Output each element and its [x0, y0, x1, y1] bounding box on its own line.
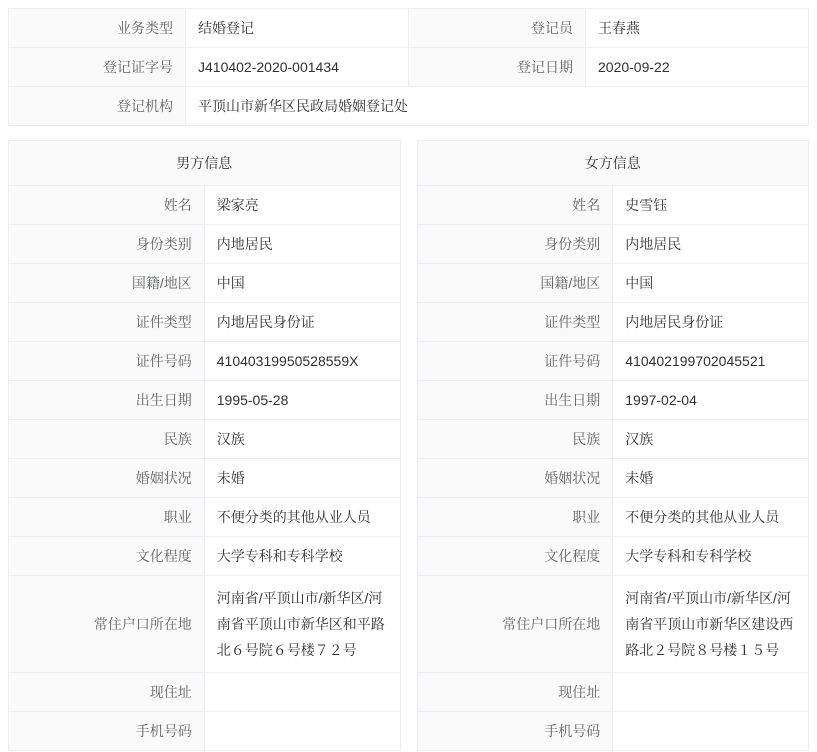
field-value-female-current-address	[613, 673, 809, 712]
field-label-registration-date: 登记日期	[409, 48, 586, 87]
table-row	[9, 225, 401, 264]
male-info-table	[8, 140, 401, 751]
field-value-male-household-address: 河南省/平顶山市/新华区/河南省平顶山市新华区和平路北６号院６号楼７２号	[204, 576, 400, 673]
table-row	[417, 459, 809, 498]
field-value-male-marital-status: 未婚	[204, 459, 400, 498]
table-row	[417, 264, 809, 303]
field-label-female-ethnicity: 民族	[417, 420, 613, 459]
field-value-female-phone	[613, 712, 809, 751]
field-label-female-phone: 手机号码	[417, 712, 613, 751]
table-row	[9, 9, 809, 48]
registration-summary-table	[8, 8, 809, 126]
table-row	[417, 498, 809, 537]
field-label-male-current-address: 现住址	[9, 673, 205, 712]
field-value-female-id-number: 410402199702045521	[613, 342, 809, 381]
field-value-female-occupation: 不便分类的其他从业人员	[613, 498, 809, 537]
field-value-female-nationality: 中国	[613, 264, 809, 303]
field-label-registration-office: 登记机构	[9, 87, 186, 126]
field-label-male-identity-category: 身份类别	[9, 225, 205, 264]
table-row	[417, 381, 809, 420]
table-row	[9, 342, 401, 381]
female-info-column	[417, 140, 810, 751]
field-label-female-id-type: 证件类型	[417, 303, 613, 342]
field-value-registrar: 王春燕	[586, 9, 809, 48]
field-value-male-name: 梁家亮	[204, 186, 400, 225]
table-row	[9, 141, 401, 186]
table-row	[9, 420, 401, 459]
field-value-male-education: 大学专科和专科学校	[204, 537, 400, 576]
field-label-male-marital-status: 婚姻状况	[9, 459, 205, 498]
field-label-male-household-address: 常住户口所在地	[9, 576, 205, 673]
field-label-female-id-number: 证件号码	[417, 342, 613, 381]
field-value-female-education: 大学专科和专科学校	[613, 537, 809, 576]
field-label-female-education: 文化程度	[417, 537, 613, 576]
field-value-male-phone	[204, 712, 400, 751]
field-label-male-nationality: 国籍/地区	[9, 264, 205, 303]
field-value-male-occupation: 不便分类的其他从业人员	[204, 498, 400, 537]
table-row	[9, 381, 401, 420]
table-row	[417, 673, 809, 712]
field-value-male-id-number: 41040319950528559X	[204, 342, 400, 381]
male-info-column	[8, 140, 401, 751]
table-row	[9, 87, 809, 126]
table-row	[9, 712, 401, 751]
field-value-female-name: 史雪钰	[613, 186, 809, 225]
field-label-female-current-address: 现住址	[417, 673, 613, 712]
table-row	[417, 712, 809, 751]
male-info-title: 男方信息	[9, 141, 401, 186]
female-info-title: 女方信息	[417, 141, 809, 186]
table-row	[9, 673, 401, 712]
field-label-female-nationality: 国籍/地区	[417, 264, 613, 303]
field-value-certificate-number: J410402-2020-001434	[186, 48, 409, 87]
table-row	[417, 576, 809, 673]
field-label-female-name: 姓名	[417, 186, 613, 225]
field-label-female-birth-date: 出生日期	[417, 381, 613, 420]
field-value-female-id-type: 内地居民身份证	[613, 303, 809, 342]
field-value-female-household-address: 河南省/平顶山市/新华区/河南省平顶山市新华区建设西路北２号院８号楼１５号	[613, 576, 809, 673]
field-label-business-type: 业务类型	[9, 9, 186, 48]
field-label-male-phone: 手机号码	[9, 712, 205, 751]
female-info-table	[417, 140, 810, 751]
field-label-male-birth-date: 出生日期	[9, 381, 205, 420]
field-label-male-ethnicity: 民族	[9, 420, 205, 459]
field-label-female-occupation: 职业	[417, 498, 613, 537]
field-label-male-education: 文化程度	[9, 537, 205, 576]
table-row	[9, 537, 401, 576]
field-value-male-id-type: 内地居民身份证	[204, 303, 400, 342]
table-row	[417, 186, 809, 225]
field-label-male-occupation: 职业	[9, 498, 205, 537]
field-label-certificate-number: 登记证字号	[9, 48, 186, 87]
field-value-female-ethnicity: 汉族	[613, 420, 809, 459]
field-label-male-id-type: 证件类型	[9, 303, 205, 342]
field-label-female-identity-category: 身份类别	[417, 225, 613, 264]
field-value-male-identity-category: 内地居民	[204, 225, 400, 264]
field-label-registrar: 登记员	[409, 9, 586, 48]
table-row	[9, 303, 401, 342]
field-value-male-ethnicity: 汉族	[204, 420, 400, 459]
table-row	[417, 141, 809, 186]
field-value-female-birth-date: 1997-02-04	[613, 381, 809, 420]
field-label-male-name: 姓名	[9, 186, 205, 225]
table-row	[417, 537, 809, 576]
field-value-female-identity-category: 内地居民	[613, 225, 809, 264]
table-row	[417, 342, 809, 381]
table-row	[417, 225, 809, 264]
table-row	[9, 576, 401, 673]
party-info-columns	[8, 140, 809, 751]
table-row	[9, 498, 401, 537]
field-value-registration-date: 2020-09-22	[586, 48, 809, 87]
table-row	[9, 264, 401, 303]
field-value-registration-office: 平顶山市新华区民政局婚姻登记处	[186, 87, 809, 126]
field-label-female-marital-status: 婚姻状况	[417, 459, 613, 498]
field-value-male-birth-date: 1995-05-28	[204, 381, 400, 420]
table-row	[9, 459, 401, 498]
field-value-female-marital-status: 未婚	[613, 459, 809, 498]
table-row	[417, 420, 809, 459]
field-value-male-nationality: 中国	[204, 264, 400, 303]
field-label-male-id-number: 证件号码	[9, 342, 205, 381]
field-value-business-type: 结婚登记	[186, 9, 409, 48]
field-label-female-household-address: 常住户口所在地	[417, 576, 613, 673]
table-row	[417, 303, 809, 342]
field-value-male-current-address	[204, 673, 400, 712]
table-row	[9, 186, 401, 225]
table-row	[9, 48, 809, 87]
